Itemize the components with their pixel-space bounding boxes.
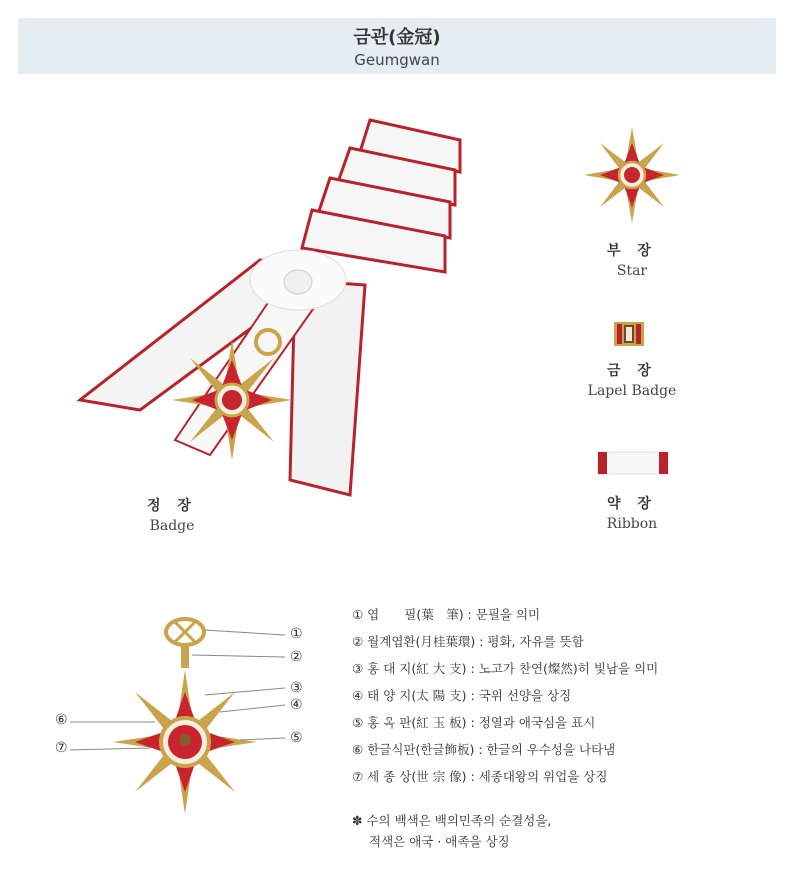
badge-label: [112, 495, 232, 534]
ribbon-image: [598, 452, 668, 474]
ribbon-label: [572, 493, 692, 532]
sash-badge-image: [80, 110, 480, 500]
lapel-badge-image: [614, 322, 644, 346]
callout-2: ②: [290, 649, 303, 665]
callout-3: ③: [290, 680, 303, 696]
page-header: [18, 18, 776, 74]
callout-1: ①: [290, 626, 303, 642]
ribbon-label-ko: 약 장: [607, 496, 657, 512]
title-english: Geumgwan: [354, 51, 440, 69]
legend-item: ⑦ 세 종 상(世 宗 像) : 세종대왕의 위업을 상징: [352, 769, 608, 784]
lapel-label-en: Lapel Badge: [587, 383, 677, 399]
legend-item: ① 엽 필(葉 筆) : 문필을 의미: [352, 607, 541, 622]
callout-5: ⑤: [290, 730, 303, 746]
lapel-label: [562, 360, 702, 399]
title-korean: 금관(金冠): [353, 27, 441, 48]
legend-item: ⑤ 홍 옥 판(紅 玉 板) : 정열과 애국심을 표시: [352, 715, 596, 730]
star-image: [582, 125, 682, 225]
callout-4: ④: [290, 697, 303, 713]
ribbon-label-en: Ribbon: [606, 516, 658, 532]
lapel-label-ko: 금 장: [607, 363, 657, 379]
legend-item: ④ 태 양 지(太 陽 支) : 국위 선양을 상징: [352, 688, 572, 703]
star-label: [572, 240, 692, 279]
footnote: [352, 810, 551, 852]
legend-item: ③ 홍 대 지(紅 大 支) : 노고가 찬연(燦然)히 빛남을 의미: [352, 661, 659, 676]
legend-item: ⑥ 한글식판(한글飾板) : 한글의 우수성을 나타냄: [352, 742, 616, 757]
footnote-line-1: ✽ 수의 백색은 백의민족의 순결성을,: [352, 813, 552, 828]
star-label-ko: 부 장: [607, 243, 657, 259]
callout-7: ⑦: [55, 740, 68, 756]
star-label-en: Star: [616, 263, 648, 279]
legend-item: ② 월계엽환(月桂葉環) : 평화, 자유를 뜻함: [352, 634, 584, 649]
badge-label-en: Badge: [149, 518, 195, 534]
legend-list: [352, 601, 772, 790]
badge-label-ko: 정 장: [147, 498, 197, 514]
callout-6: ⑥: [55, 712, 68, 728]
footnote-line-2: 적색은 애국 · 애족을 상징: [369, 834, 510, 849]
